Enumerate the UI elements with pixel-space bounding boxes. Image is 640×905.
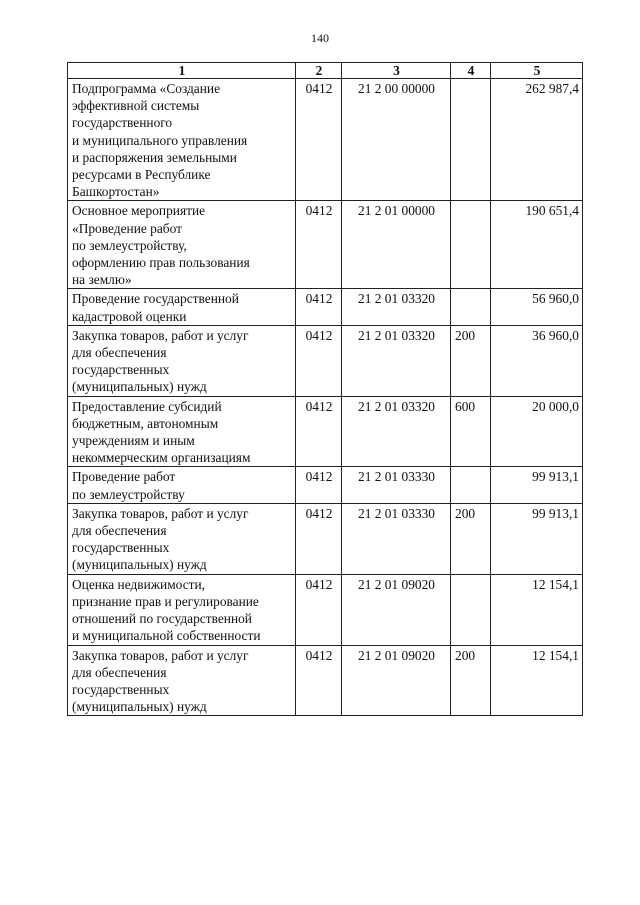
row-section-cell: 0412 — [296, 503, 342, 574]
row-amount-cell: 99 913,1 — [491, 467, 583, 503]
row-section-cell: 0412 — [296, 574, 342, 645]
row-type-cell: 200 — [451, 503, 491, 574]
row-name-line: Башкортостан» — [72, 184, 160, 200]
row-type-cell — [451, 201, 491, 289]
row-name-line: государственных — [72, 681, 170, 697]
row-amount-cell: 262 987,4 — [491, 79, 583, 201]
row-target-cell: 21 2 01 09020 — [342, 645, 451, 716]
row-name-cell — [68, 325, 296, 396]
row-amount-cell: 36 960,0 — [491, 325, 583, 396]
row-target-cell: 21 2 01 03320 — [342, 289, 451, 325]
row-name-line: на землю» — [72, 272, 132, 288]
table-row — [68, 289, 583, 325]
row-name-line: отношений по государственной — [72, 611, 252, 627]
page-number: 140 — [311, 31, 329, 45]
row-name-line: кадастровой оценки — [72, 308, 187, 324]
row-name-line: по землеустройству, — [72, 237, 187, 253]
row-name-cell — [68, 201, 296, 289]
row-name-line: некоммерческим организациям — [72, 450, 251, 466]
table-row — [68, 396, 583, 467]
row-name-cell — [68, 396, 296, 467]
row-type-cell: 200 — [451, 645, 491, 716]
row-name-line: и муниципальной собственности — [72, 628, 261, 644]
row-target-cell: 21 2 01 03320 — [342, 325, 451, 396]
header-col-5: 5 — [491, 63, 583, 79]
header-row — [68, 63, 583, 79]
row-name-line: (муниципальных) нужд — [72, 379, 207, 395]
row-target-cell: 21 2 01 03330 — [342, 503, 451, 574]
row-name-cell — [68, 467, 296, 503]
row-name-line: для обеспечения — [72, 345, 167, 361]
row-section-cell: 0412 — [296, 645, 342, 716]
row-name-line: Предоставление субсидий — [72, 398, 222, 414]
row-amount-cell: 12 154,1 — [491, 645, 583, 716]
budget-table — [67, 62, 583, 716]
table-row — [68, 79, 583, 201]
table-row — [68, 467, 583, 503]
row-target-cell: 21 2 00 00000 — [342, 79, 451, 201]
header-col-1: 1 — [68, 63, 296, 79]
table-row — [68, 325, 583, 396]
row-name-line: государственных — [72, 362, 170, 378]
row-name-line: Подпрограмма «Создание — [72, 81, 221, 96]
row-type-cell — [451, 574, 491, 645]
row-name-line: эффективной системы — [72, 98, 200, 114]
row-amount-cell: 12 154,1 — [491, 574, 583, 645]
row-name-cell — [68, 289, 296, 325]
row-name-line: и муниципального управления — [72, 132, 248, 148]
row-name-cell — [68, 574, 296, 645]
row-name-line: Проведение работ — [72, 469, 176, 485]
row-name-line: Проведение государственной — [72, 291, 239, 307]
row-name-line: Оценка недвижимости, — [72, 576, 206, 592]
row-name-line: для обеспечения — [72, 523, 167, 539]
row-name-line: Основное мероприятие — [72, 203, 206, 219]
row-name-line: государственных — [72, 540, 170, 556]
row-type-cell — [451, 289, 491, 325]
table-row — [68, 574, 583, 645]
row-name-line: учреждениям и иным — [72, 433, 195, 449]
row-name-cell — [68, 79, 296, 201]
header-col-3: 3 — [342, 63, 451, 79]
row-target-cell: 21 2 01 03320 — [342, 396, 451, 467]
header-col-4: 4 — [451, 63, 491, 79]
row-name-line: ресурсами в Республике — [72, 167, 211, 183]
row-name-cell — [68, 645, 296, 716]
table-body — [68, 79, 583, 716]
row-section-cell: 0412 — [296, 289, 342, 325]
row-amount-cell: 190 651,4 — [491, 201, 583, 289]
table-row — [68, 201, 583, 289]
row-name-line: Закупка товаров, работ и услуг — [72, 647, 249, 663]
row-amount-cell: 56 960,0 — [491, 289, 583, 325]
row-section-cell: 0412 — [296, 201, 342, 289]
row-name-line: Закупка товаров, работ и услуг — [72, 505, 249, 521]
row-type-cell: 600 — [451, 396, 491, 467]
table-row — [68, 503, 583, 574]
row-name-line: оформлению прав пользования — [72, 255, 250, 271]
row-name-line: бюджетным, автономным — [72, 415, 219, 431]
row-name-cell — [68, 503, 296, 574]
row-name-line: государственного — [72, 115, 173, 131]
row-target-cell: 21 2 01 09020 — [342, 574, 451, 645]
header-col-2: 2 — [296, 63, 342, 79]
row-name-line: Закупка товаров, работ и услуг — [72, 327, 249, 343]
row-section-cell: 0412 — [296, 79, 342, 201]
row-section-cell: 0412 — [296, 396, 342, 467]
row-name-line: (муниципальных) нужд — [72, 557, 207, 573]
table-row — [68, 645, 583, 716]
row-target-cell: 21 2 01 03330 — [342, 467, 451, 503]
row-target-cell: 21 2 01 00000 — [342, 201, 451, 289]
row-name-line: (муниципальных) нужд — [72, 699, 207, 715]
row-amount-cell: 20 000,0 — [491, 396, 583, 467]
row-type-cell: 200 — [451, 325, 491, 396]
row-name-line: и распоряжения земельными — [72, 149, 237, 165]
row-section-cell: 0412 — [296, 325, 342, 396]
row-type-cell — [451, 467, 491, 503]
row-name-line: для обеспечения — [72, 664, 167, 680]
row-name-line: по землеустройству — [72, 486, 185, 502]
table-header — [68, 63, 583, 79]
row-amount-cell: 99 913,1 — [491, 503, 583, 574]
row-type-cell — [451, 79, 491, 201]
row-name-line: признание прав и регулирование — [72, 593, 259, 609]
row-section-cell: 0412 — [296, 467, 342, 503]
row-name-line: «Проведение работ — [72, 220, 182, 236]
